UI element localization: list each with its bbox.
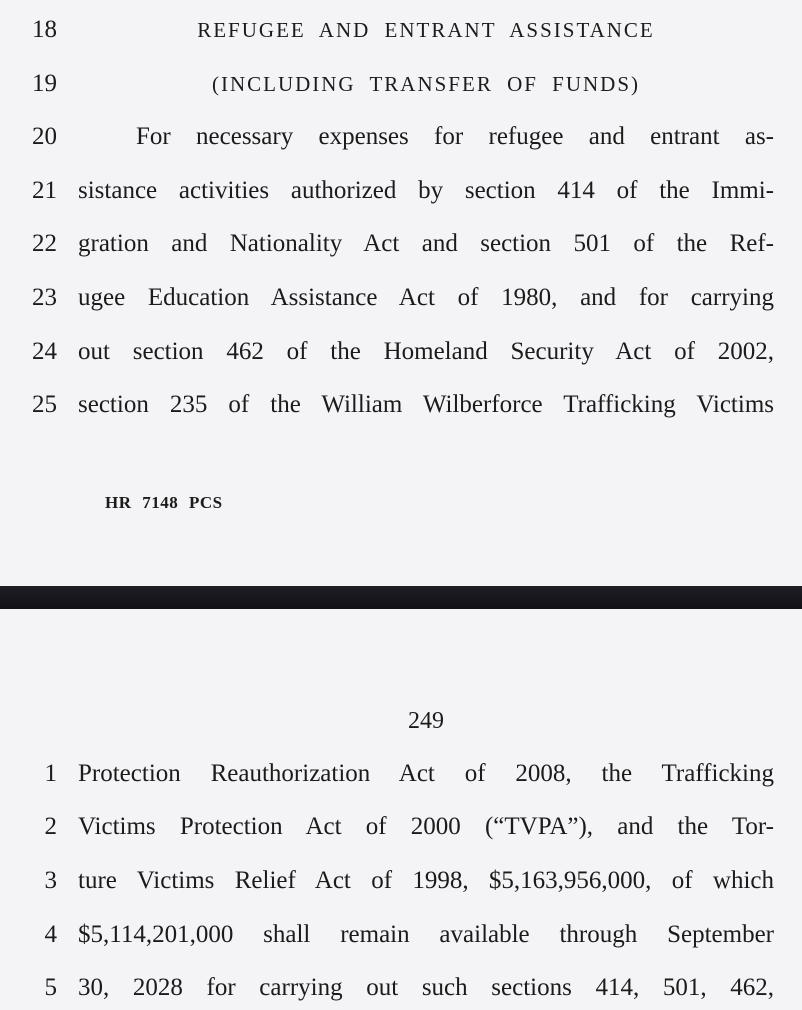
line-number: 24	[32, 338, 57, 365]
bill-line	[0, 390, 802, 424]
line-text: $5,114,201,000 shall remain available through September	[78, 921, 774, 948]
line-text: Victims Protection Act of 2000 (“TVPA”), and the Tor-	[78, 813, 774, 840]
page-break-divider	[0, 586, 802, 609]
bill-line	[0, 283, 802, 317]
line-text: ugee Education Assistance Act of 1980, and for carrying	[78, 284, 774, 311]
line-number: 20	[32, 123, 57, 150]
line-number: 23	[32, 284, 57, 311]
line-text: section 235 of the William Wilberforce Trafficking Victims	[78, 391, 774, 418]
line-number: 3	[44, 867, 57, 894]
line-number: 19	[32, 70, 57, 97]
line-number: 4	[44, 921, 57, 948]
page-number: 249	[408, 708, 444, 734]
section-heading: REFUGEE AND ENTRANT ASSISTANCE	[197, 18, 655, 42]
bill-line	[0, 176, 802, 210]
line-text: ture Victims Relief Act of 1998, $5,163,956,000, of which	[78, 867, 774, 894]
bill-line	[0, 920, 802, 954]
bill-identifier-footer: HR 7148 PCS	[105, 493, 223, 512]
line-text: gration and Nationality Act and section 501 of the Ref-	[78, 230, 774, 257]
line-number: 21	[32, 177, 57, 204]
line-text: sistance activities authorized by section 414 of the Immi-	[78, 177, 774, 204]
line-number: 22	[32, 230, 57, 257]
bill-line	[0, 15, 802, 49]
line-number: 5	[44, 974, 57, 1001]
line-text: 30, 2028 for carrying out such sections 414, 501, 462,	[78, 974, 774, 1001]
bill-line	[0, 866, 802, 900]
bill-line	[0, 122, 802, 156]
bill-line	[0, 69, 802, 103]
bill-line	[0, 337, 802, 371]
line-text: For necessary expenses for refugee and entrant as-	[136, 123, 774, 150]
line-number: 2	[44, 813, 57, 840]
line-number: 25	[32, 391, 57, 418]
line-text: Protection Reauthorization Act of 2008, the Trafficking	[78, 760, 774, 787]
bill-line	[0, 973, 802, 1007]
section-subheading: (INCLUDING TRANSFER OF FUNDS)	[211, 72, 641, 96]
bill-line	[0, 812, 802, 846]
line-number: 18	[32, 16, 57, 43]
line-text: out section 462 of the Homeland Security Act of 2002,	[78, 338, 774, 365]
bill-line	[0, 759, 802, 793]
document-page-lower	[0, 609, 802, 1010]
bill-line	[0, 229, 802, 263]
line-number: 1	[44, 760, 57, 787]
